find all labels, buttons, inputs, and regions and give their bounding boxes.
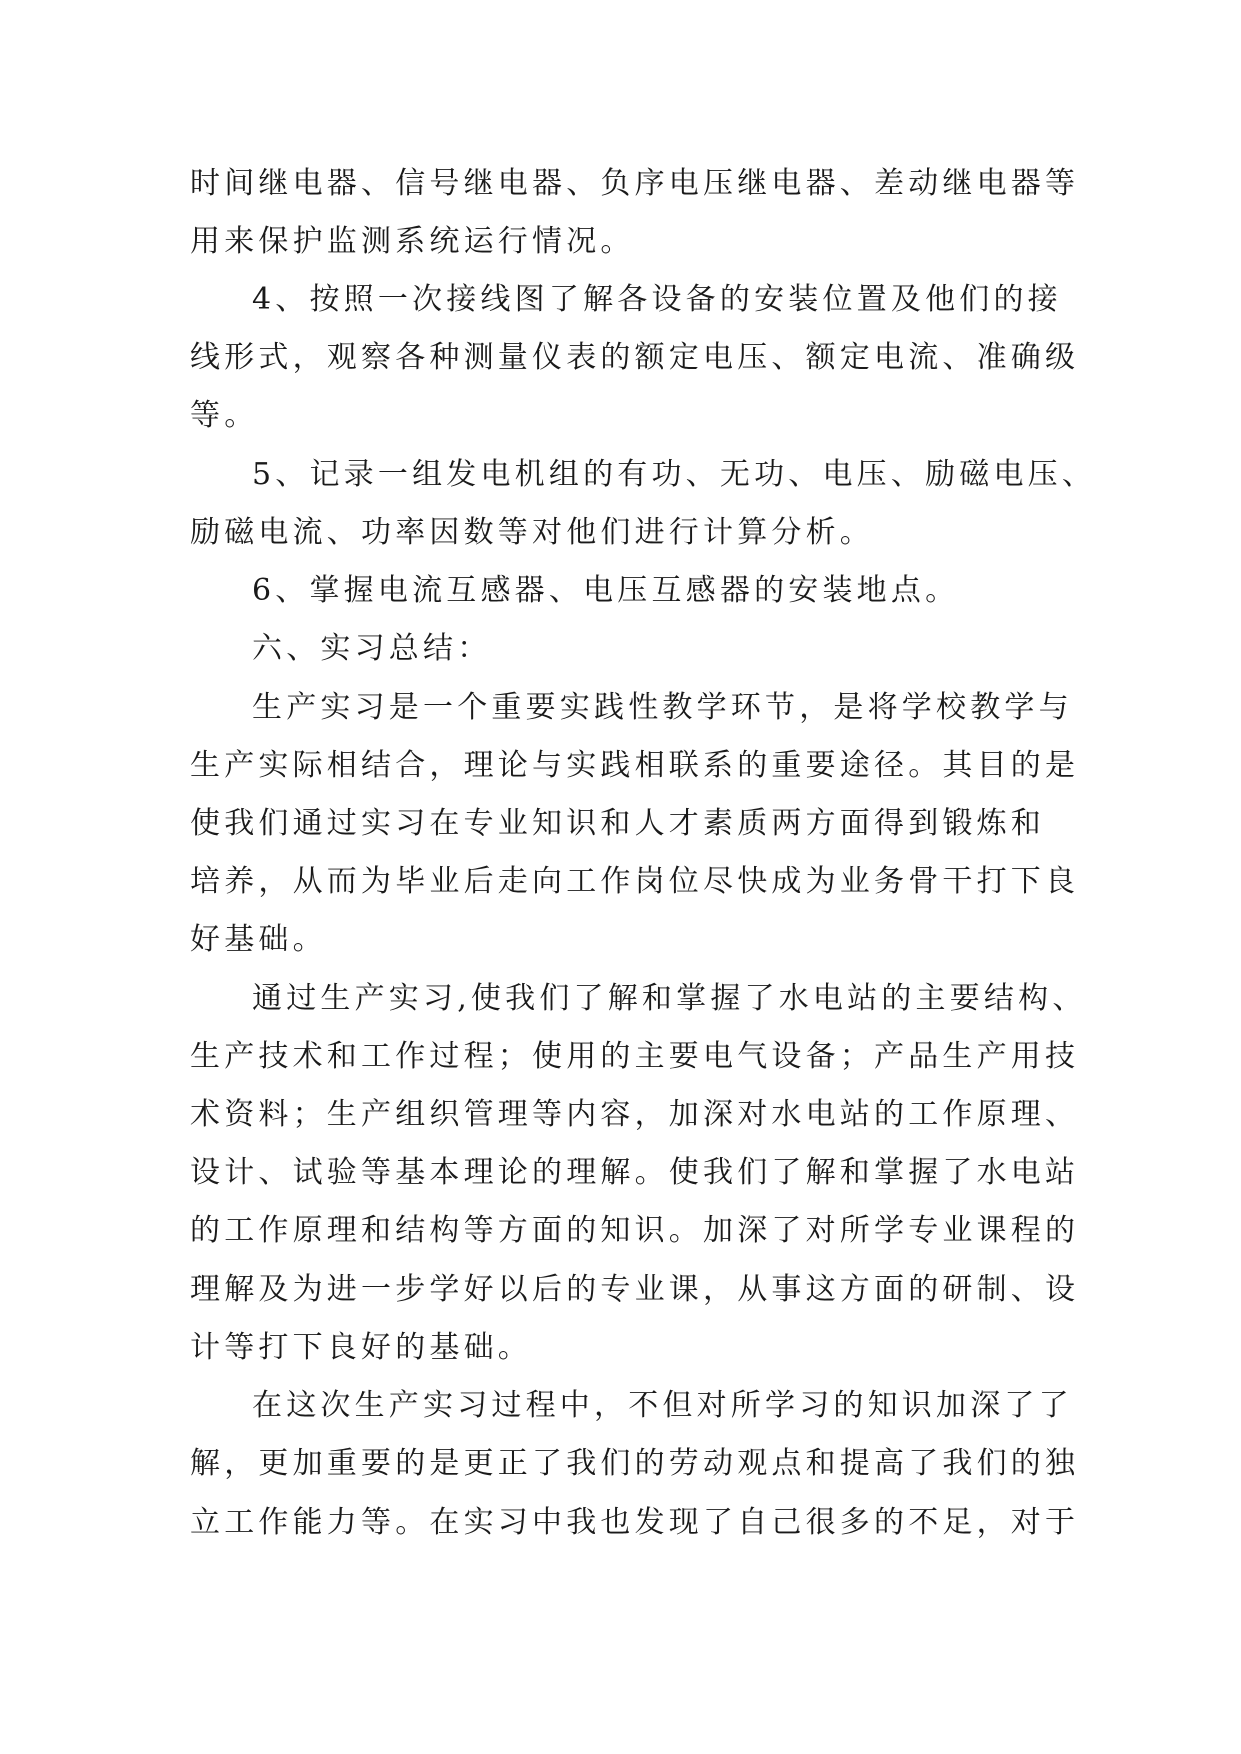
section-heading: 六、实习总结： <box>252 631 492 666</box>
text-line: 用来保护监测系统运行情况。 <box>190 224 635 259</box>
text-line: 通过生产实习,使我们了解和掌握了水电站的主要结构、 <box>252 981 1087 1016</box>
text-line: 使我们通过实习在专业知识和人才素质两方面得到锻炼和 <box>190 806 1045 841</box>
text-line: 的工作原理和结构等方面的知识。加深了对所学专业课程的 <box>190 1213 1080 1248</box>
text-line: 好基础。 <box>190 922 327 957</box>
text-line: 解，更加重要的是更正了我们的劳动观点和提高了我们的独 <box>190 1446 1080 1481</box>
text-line: 生产技术和工作过程；使用的主要电气设备；产品生产用技 <box>190 1039 1080 1074</box>
text-line: 线形式，观察各种测量仪表的额定电压、额定电流、准确级 <box>190 340 1080 375</box>
text-line: 4、按照一次接线图了解各设备的安装位置及他们的接 <box>252 282 1062 317</box>
text-line: 理解及为进一步学好以后的专业课，从事这方面的研制、设 <box>190 1272 1080 1307</box>
text-line: 设计、试验等基本理论的理解。使我们了解和掌握了水电站 <box>190 1155 1080 1190</box>
text-line: 计等打下良好的基础。 <box>190 1330 532 1365</box>
text-line: 培养，从而为毕业后走向工作岗位尽快成为业务骨干打下良 <box>190 864 1080 899</box>
text-line: 术资料；生产组织管理等内容，加深对水电站的工作原理、 <box>190 1097 1080 1132</box>
text-line: 时间继电器、信号继电器、负序电压继电器、差动继电器等 <box>190 166 1080 201</box>
text-line: 励磁电流、功率因数等对他们进行计算分析。 <box>190 515 874 550</box>
text-line: 立工作能力等。在实习中我也发现了自己很多的不足，对于 <box>190 1505 1080 1540</box>
text-line: 6、掌握电流互感器、电压互感器的安装地点。 <box>252 573 960 608</box>
text-line: 生产实习是一个重要实践性教学环节，是将学校教学与 <box>252 690 1073 725</box>
text-line: 生产实际相结合，理论与实践相联系的重要途径。其目的是 <box>190 748 1080 783</box>
text-line: 在这次生产实习过程中，不但对所学习的知识加深了了 <box>252 1388 1073 1423</box>
text-line: 5、记录一组发电机组的有功、无功、电压、励磁电压、 <box>252 457 1097 492</box>
text-line: 等。 <box>190 398 259 433</box>
